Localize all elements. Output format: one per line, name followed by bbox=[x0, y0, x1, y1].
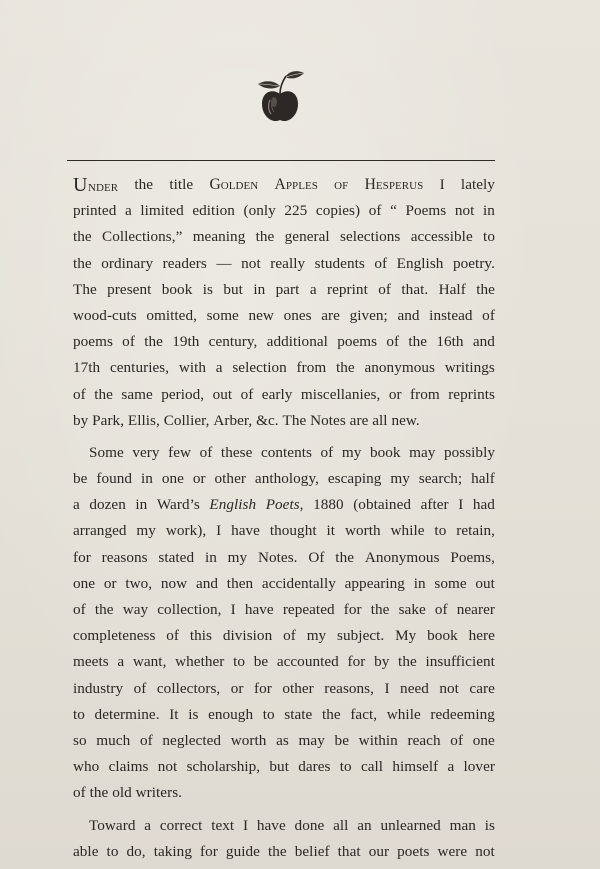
text-line: Some very few of these contents of my book may possibly bbox=[89, 443, 495, 461]
text-line: The present book is but in part a reprint of that. Half the bbox=[73, 280, 495, 298]
text-line: to determine. It is enough to state the fact, while redeeming bbox=[73, 705, 495, 723]
text-line: so much of neglected worth as may be within reach of one bbox=[73, 731, 495, 749]
text-line: of the same period, out of early miscellanies, or from reprints bbox=[73, 385, 495, 403]
horizontal-rule bbox=[67, 160, 495, 161]
text-line: wood-cuts omitted, some new ones are given; and instead of bbox=[73, 306, 495, 324]
text-line-content: Under bbox=[73, 174, 119, 196]
text-line: the Collections,” meaning the general selections accessible to bbox=[73, 228, 495, 246]
text-line: meets a want, whether to be accounted for by the insufficient bbox=[73, 653, 495, 671]
text-line: by Park, Ellis, Collier, Arber, &c. The Notes are all new. bbox=[73, 411, 420, 429]
text-line: completeness of this division of my subject. My book here bbox=[73, 627, 495, 645]
text-line: the ordinary readers — not really students of English poetry. bbox=[73, 254, 495, 272]
apple-ornament-icon bbox=[252, 64, 308, 126]
text-line: able to do, taking for guide the belief that our poets were not bbox=[73, 842, 495, 860]
text-line: 17th centuries, with a selection from the anonymous writings bbox=[73, 359, 495, 377]
text-line: of the way collection, I have repeated for the sake of nearer bbox=[73, 601, 495, 618]
paragraph-1 bbox=[73, 172, 495, 434]
text-line: of the old writers. bbox=[73, 784, 182, 802]
text-line: for reasons stated in my Notes. Of the Anonymous Poems, bbox=[73, 548, 495, 566]
text-line: who claims not scholarship, but dares to call himself a lover bbox=[73, 758, 495, 776]
text-line: poems of the 19th century, additional poems of the 16th and bbox=[73, 333, 495, 351]
paragraph-2 bbox=[73, 440, 495, 807]
text-line: industry of collectors, or for other reasons, I need not care bbox=[73, 679, 495, 697]
text-line: be found in one or other anthology, escaping my search; half bbox=[73, 470, 495, 488]
text-line: arranged my work), I have thought it worth while to retain, bbox=[73, 522, 495, 540]
text-line: one or two, now and then accidentally appearing in some out bbox=[73, 574, 495, 592]
text-line: Under the title Golden Apples of Hesperus I lately bbox=[73, 172, 495, 198]
paragraph-3 bbox=[73, 813, 495, 865]
body-text bbox=[73, 172, 495, 865]
text-line: a dozen in Ward’s English Poets, 1880 (obtained after I had bbox=[73, 496, 495, 514]
text-line: Toward a correct text I have done all an unlearned man is bbox=[89, 816, 495, 834]
text-line: printed a limited edition (only 225 copies) of “ Poems not in bbox=[73, 202, 495, 220]
